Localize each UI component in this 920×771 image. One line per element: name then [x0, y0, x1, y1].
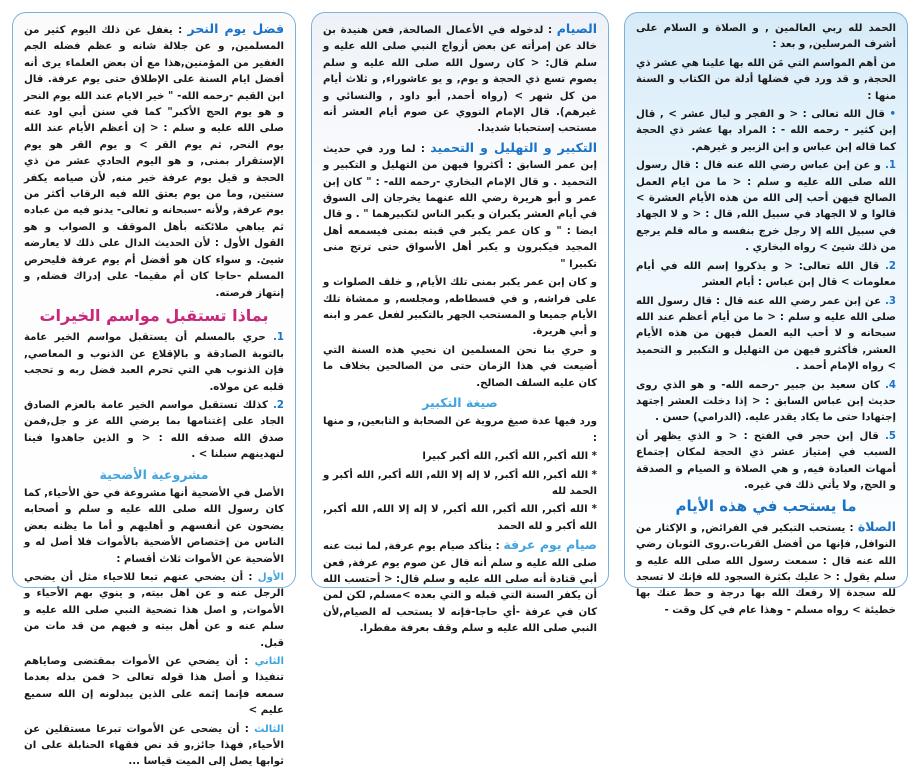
section-heading: بماذا تستقبل مواسم الخيرات	[39, 305, 269, 325]
section-text: : يستحب التبكير في الفرائض, و الإكثار من النوافل, فإنها من أفضل القربات.روى الثوبان رضي الله عنه قال : سمعت رسول الله صلى الله عليه و سلم يقول : < عليك بكثرة السجود لله فإنك لا تسجد لله سجدة إلا رفعك الله بها درجة و حط عنك بها خطيئة > رواه مسلم - وهذا عام في كل وقت -	[636, 522, 896, 616]
case-label: الثاني	[254, 656, 284, 668]
udhiya-case	[24, 722, 284, 771]
numbered-item	[636, 158, 896, 256]
udhiya-case	[24, 570, 284, 652]
section-heading: صيغة التكبير	[422, 394, 498, 410]
section-text: : لدخوله في الأعمال الصالحة, فعن هنيدة بن خالد عن إمرأته عن بعض أزواج النبي صلى الله عليه و سلم قال: < كان رسول الله صلى الله عليه و سلم يصوم تسع ذي الحجة و يوم, و يو عاشوراء, و ثلاث أيام من كل شهر > (رواه أحمد, أبو داود , والنسائي و غيرهم). قال الإمام النووي عن صوم أيام العشر أنه مستحب إستحبابا شديدا.	[323, 25, 597, 135]
item-number: 3.	[885, 295, 896, 307]
section-title: الصلاة	[857, 518, 896, 534]
item-number: 1.	[885, 160, 897, 172]
item-number: 2.	[885, 260, 897, 272]
section-heading: ما يستحب في هذه الأيام	[675, 497, 857, 516]
intro-text: الحمد لله ربي العالمين , و الصلاة و السلام على أشرف المرسلين, و بعد :	[636, 23, 896, 51]
paragraph: ورد فيها عدة صيغ مروية عن الصحابة و التابعين, و منها :	[323, 416, 597, 444]
middle-column	[311, 12, 609, 635]
paragraph: الأصل في الأضحية أنها مشروعة في حق الأحياء, كما كان رسول الله صلى الله عليه و سلم و أصحابه يضحون عن أنفسهم و أهليهم و أما ما يظنه بعض الناس من إختصاص الأضحية بالأموات فلا أصل له و الأضحية عن الأموات ثلاث أقسام :	[24, 487, 284, 565]
section-text: : لما ورد في حديث إبن عمر السابق : أكثروا فيهن من التهليل و التكبير و التحميد . و قال الإمام البخاري -رحمه الله- : " كان إبن عمر و أبو هريرة رضي الله عنهما يخرجان إلى السوق في أيام العشر يكبران و يكبر الناس لتكبيرهما " . و قال ايضا : " و كان عمر يكبر في قبته بمنى فيسمعه أهل المجيد فيكبرون و يكبر أهل الأسواق حتى ترتج منى تكبيرا "	[323, 143, 597, 270]
case-text: : أن يضحي عنهم تبعا للاحياء مثل أن يضحي الرجل عنه و عن اهل بيته, و ينوي بهم الأحياء و الأموات, و اصل هذا تضحية النبي صلى الله عليه و سلم عنه و عن أهل بيته و فيهم من قد مات من قبل.	[24, 572, 284, 649]
numbered-item	[636, 378, 896, 427]
udhiya-case	[24, 654, 284, 720]
paragraph: من أهم المواسم التي مَن الله بها علينا هي عشر ذي الحجة, و قد ورد في فضلها أدلة من الكتاب و السنة منها :	[636, 57, 896, 102]
item-text: قال الله تعالى: < و يذكروا إسم الله في أيام معلومات > قال إبن عباس : أيام العشر	[636, 260, 896, 289]
section-title: صيام يوم عرفة	[503, 537, 597, 553]
item-text: حري بالمسلم أن يستقبل مواسم الخير عامة بالتوبة الصادقة و بالإقلاع عن الذنوب و المعاصي, فإن الذنوب هي التي تحرم العبد فضل ربه و تحجب قلبه عن مولاه.	[24, 332, 284, 393]
item-text: عن إبن عمر رضي الله عنه قال : قال رسول الله صلى الله عليه و سلم : < ما من أيام أعظم عند الله سبحانه و لا أحب اليه العمل فيهن من هذه الأيام العشر, فأكثرو فيهن من التهليل و التكبير و التحميد > رواه الإمام أحمد .	[636, 295, 896, 373]
paragraph: و حري بنا نحن المسلمين ان نحيي هذه السنة التي أضيعت في هذا الزمان حتى من الصالحين بخلاف ما كان عليه السلف الصالح.	[323, 344, 597, 389]
numbered-item	[636, 429, 896, 495]
section-title: فضل يوم النحر	[187, 21, 285, 36]
section-title: الصيام	[556, 21, 597, 36]
case-text: : أن يضحي عن الأموات بمقتضى وصاياهم تنفيذا و أصل هذا قوله تعالى < فمن بدله بعدما سمعه فإنما إثمه على الذين يبدلونه إن الله سميع عليم >	[24, 656, 284, 717]
takbir-formula: * الله أكبر, الله أكبر, لا إله إلا الله, الله أكبر, الله أكبر و الحمد لله	[323, 469, 597, 497]
item-text: قال إبن حجر في الفتح : < و الذي يظهر أن السبب في إمتياز عشر ذي الحجة لمكان إجتماع أمهات العبادة فيه, و هي الصلاة و الصيام و الصدقة و الحج, ولا يأتي ذلك في غيره.	[636, 430, 896, 491]
paragraph	[636, 107, 896, 156]
paragraph-text: قال الله تعالى : < و الفجر و ليال عشر > , قال إبن كثير - رحمه الله - : المراد بها عشر ذي الحجة كما قاله إبن عباس و إبن الزبير و غيرهم.	[636, 109, 896, 153]
section-text: : يتأكد صيام يوم عرفة, لما ثبت عنه صلى الله عليه و سلم أنه قال عن صوم يوم عرفة, فعن أبي قتادة أنه صلى الله عليه و سلم قال: < أحتسب الله أن يكفر السنة التي قبله و التي بعده >مسلم, لكن لمن كان في عرفة -أي حاجا-فإنه لا يستحب له الصيام,لأن النبي صلى الله عليه و سلم وقف بعرفة مفطرا.	[323, 541, 597, 635]
numbered-item	[24, 330, 284, 396]
item-text: كذلك تستقبل مواسم الخير عامة بالعزم الصادق الجاد على إغتنامها بما يرضي الله عز و جل,فمن صدق الله صدقه الله : < و الذين جاهدوا فينا لنهدينهم سبلنا > .	[24, 399, 284, 461]
numbered-item	[24, 398, 284, 464]
section-text: : يغفل عن ذلك اليوم كثير من المسلمين, و عن جلالة شانه و عظم فضله الجم الغفير من المؤمنين,هذا مع أن بعض العلماء يرى أنه أفضل ايام السنة على الإطلاق حتى يوم عرفة. قال ابن القيم -رحمه الله- " خير الايام عند الله يوم النحر و هو يوم الحج الأكبر" كما في سنن أبي اود عنه صلى الله عليه و سلم : < إن أعظم الأيام عند الله يوم النحر, ثم يوم القر > و يوم القر هو يوم الإستقرار بمنى, و هو اليوم الحادي عشر من ذي الحجة و قيل يوم عرفة خير منه, لأن صيامه يكفر سنتين, وما من يوم يعتق الله فيه الرقاب أكثر من يوم عرفة, ولأنه -سبحانه و تعالى- يدنو فيه من عباده ثم يباهي ملائكته بأهل الموقف و الصواب و هو القول الأول : لأن الحديث الدال على ذلك لا يعارضه شيئ. و سواء كان هو أفضل أم يوم عرفة فليحرص المسلم -حاجا كان أم مقيما- على إدراك فضله, و إنتهاز فرصته.	[24, 25, 284, 299]
right-column	[624, 12, 908, 616]
num-marker: •	[889, 109, 896, 121]
section-heading: مشروعية الأضحية	[99, 466, 209, 482]
siyam-section	[323, 21, 597, 138]
item-number: 1.	[273, 332, 285, 344]
takbir-formula: * الله أكبر, الله أكبر, الله أكبر, لا إله إلا الله, الله أكبر, الله أكبر و لله الحمد	[323, 504, 597, 532]
section-title: التكبير و التهليل و التحميد	[430, 139, 598, 155]
nahr-section	[24, 21, 284, 302]
item-text: كان سعيد بن جبير -رحمه الله- و هو الذي روى حديث إبن عباس السابق : < إذا دخلت العشر إجتهد إجتهادا حتى ما يكاد يقدر عليه. (الدرامي) حسن .	[636, 379, 896, 424]
case-text: : أن يضحى عن الأموات تبرعا مستقلين عن الأحياء, فهذا جائز,و قد نص فقهاء الحنابلة على ان ثوابها يصل إلى الميت قياسا ...	[24, 723, 284, 768]
takbir-formula: * الله أكبر, الله أكبر, الله أكبر كبيرا	[422, 451, 597, 463]
numbered-item	[636, 259, 896, 292]
numbered-item	[636, 294, 896, 376]
item-number: 4.	[885, 379, 896, 391]
item-text: و عن إبن عباس رضي الله عنه قال : قال رسول الله صلى الله عليه و سلم : < ما من ايام العمل الصالح فيهن أحب إلى الله من هذه الأيام العشرة > قالوا و لا الجهاد في سبيل الله, قال : < و لا الجهاد في سبيل الله إلا رجل خرج بنفسه و ماله فلم يرجع من ذلك شيئ > رواه البخاري .	[636, 160, 896, 254]
takbir-section	[323, 140, 597, 273]
item-number: 2.	[273, 399, 284, 411]
left-column	[12, 12, 296, 768]
salat-section	[636, 519, 896, 619]
case-label: الثالث	[254, 723, 284, 735]
paragraph: و كان إبن عمر يكبر بمنى تلك الأيام, و خلف الصلوات و على فراشه, و في فسطاطه, ومجلسه, و ممشاة تلك الأيام جميعا و المستحب الجهر بالتكبير لفعل عمر و ابنه و أبي هريرة.	[323, 277, 597, 338]
item-number: 5.	[885, 430, 896, 442]
case-label: الأول	[257, 572, 284, 583]
arafa-section	[323, 537, 597, 637]
